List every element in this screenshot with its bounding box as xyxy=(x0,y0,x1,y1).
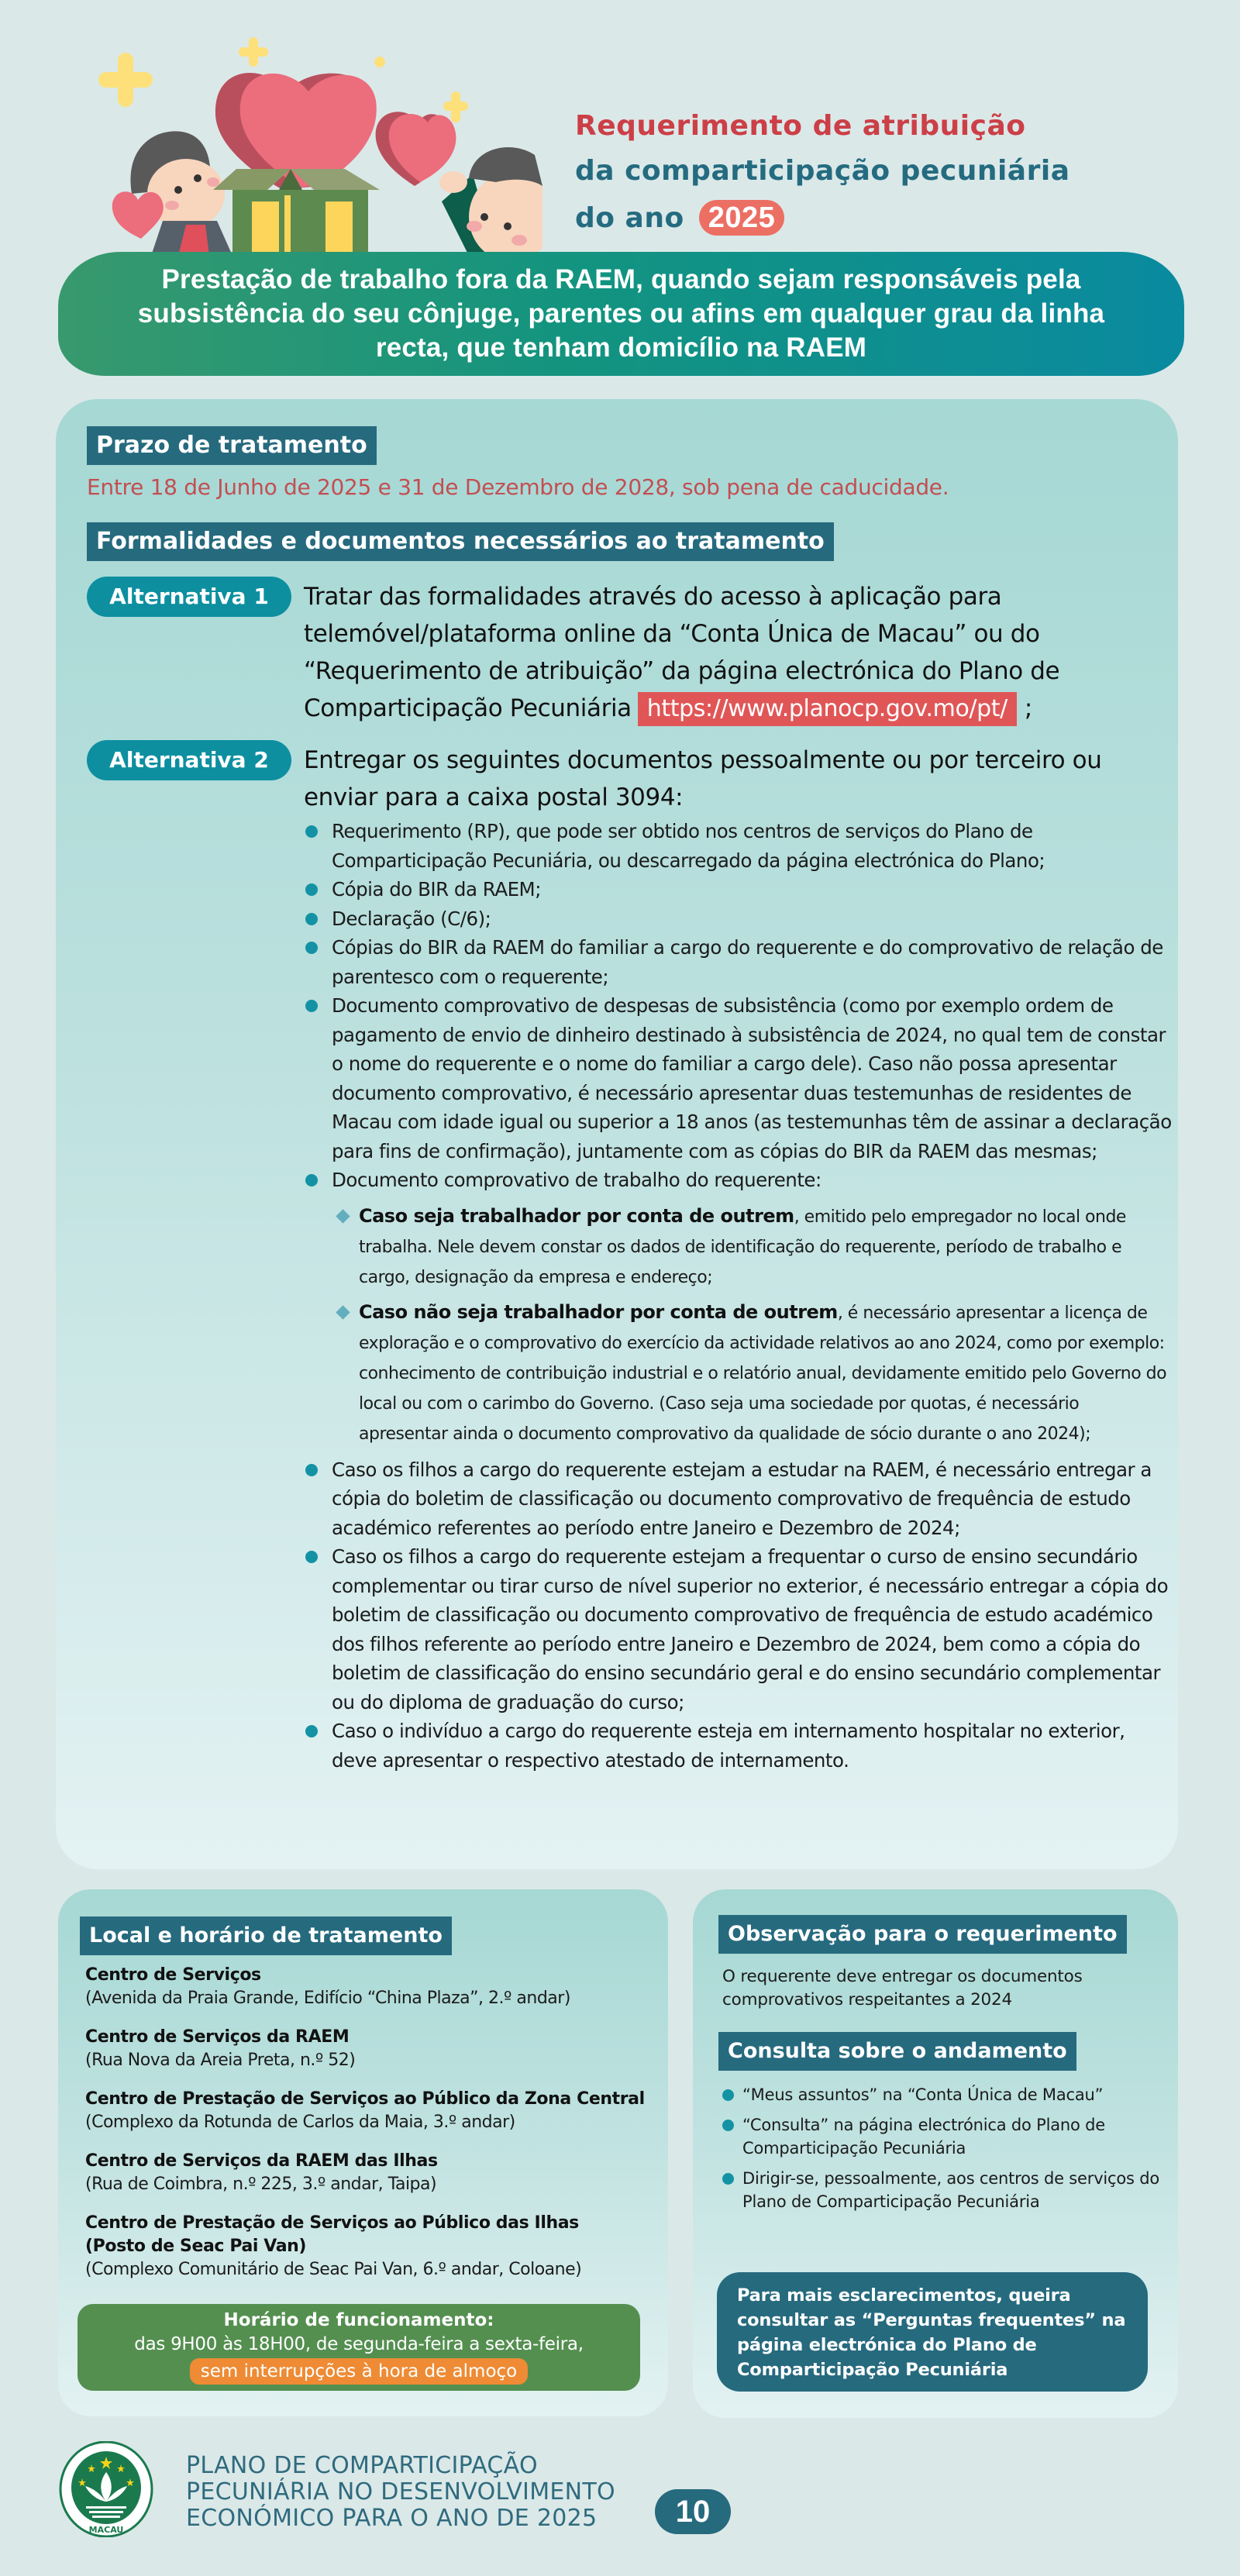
location-name: Centro de Serviços da RAEM xyxy=(85,2027,350,2047)
observation-heading: Observação para o requerimento xyxy=(718,1915,1127,1954)
document-item xyxy=(304,904,1172,934)
faq-box xyxy=(717,2272,1148,2392)
bullet-dot-icon xyxy=(722,2089,734,2101)
bullet-dot-icon xyxy=(305,1000,318,1012)
sparkle-dot-icon xyxy=(374,57,385,67)
website-link[interactable]: https://www.planocp.gov.mo/pt/ xyxy=(638,692,1017,726)
location-address: (Rua Nova da Areia Preta, n.º 52) xyxy=(85,2051,356,2070)
alternative-1-description: Tratar das formalidades através do acesso à aplicação para telemóvel/plataforma online da “Conta Única de Macau” ou do “Requerimento de atribuição” da página electrónica do Plano de Comparticipação Pecuniária xyxy=(304,583,1060,722)
opening-hours-title: Horário de funcionamento: xyxy=(223,2310,494,2330)
opening-hours-box xyxy=(78,2304,640,2391)
location-item xyxy=(85,2212,659,2282)
bullet-dot-icon xyxy=(305,1551,318,1563)
alternative-1-suffix: ; xyxy=(1024,694,1032,722)
sparkle-icon xyxy=(98,53,153,107)
title-line-2: da comparticipação pecuniária xyxy=(575,155,1070,187)
progress-item xyxy=(722,2167,1164,2213)
work-proof-item-bold: Caso seja trabalhador por conta de outrem xyxy=(359,1204,794,1227)
location-item xyxy=(85,1964,659,2010)
work-proof-item xyxy=(332,1201,1172,1293)
document-item xyxy=(304,1542,1172,1717)
deadline-heading: Prazo de tratamento xyxy=(87,426,377,465)
gift-box-icon xyxy=(213,169,380,256)
document-item xyxy=(304,1455,1172,1543)
progress-item xyxy=(722,2083,1164,2106)
document-item xyxy=(304,991,1172,1166)
progress-heading: Consulta sobre o andamento xyxy=(718,2032,1076,2071)
work-proof-sublist xyxy=(332,1201,1172,1449)
deadline-text: Entre 18 de Junho de 2025 e 31 de Dezembro de 2028, sob pena de caducidade. xyxy=(87,474,949,500)
location-name: Centro de Serviços xyxy=(85,1965,261,1985)
alternative-2-pill: Alternativa 2 xyxy=(87,740,291,780)
document-item xyxy=(304,1717,1172,1775)
bullet-dot-icon xyxy=(305,913,318,925)
progress-item-text: Dirigir-se, pessoalmente, aos centros de serviços do Plano de Comparticipação Pecuniária xyxy=(742,2169,1160,2211)
title-line-3-text: do ano xyxy=(575,202,684,234)
work-proof-item-bold: Caso não seja trabalhador por conta de outrem xyxy=(359,1300,838,1323)
title-line-1: Requerimento de atribuição xyxy=(575,110,1026,142)
opening-hours-note: sem interrupções à hora de almoço xyxy=(190,2358,529,2385)
document-item-text: Declaração (C/6); xyxy=(332,907,491,930)
year-badge: 2025 xyxy=(699,200,785,236)
small-heart-icon xyxy=(112,191,164,239)
location-address: (Avenida da Praia Grande, Edifício “China Plaza”, 2.º andar) xyxy=(85,1989,570,2008)
document-item xyxy=(304,933,1172,991)
sparkle-icon xyxy=(239,37,268,67)
footer-text xyxy=(186,2453,615,2532)
progress-item-text: “Meus assuntos” na “Conta Única de Macau” xyxy=(742,2085,1104,2104)
location-name: Centro de Serviços da RAEM das Ilhas xyxy=(85,2151,438,2171)
footer-line-2: PECUNIÁRIA NO DESENVOLVIMENTO xyxy=(186,2478,615,2505)
subtitle-text: Prestação de trabalho fora da RAEM, quando sejam responsáveis pela subsistência do seu cônjuge, parentes ou afins em qualquer grau da linha recta, que tenham domicílio na RAEM xyxy=(137,264,1105,363)
work-proof-item-text: , é necessário apresentar a licença de exploração e o comprovativo do exercício da actividade relativos ao ano 2024, como por exemplo: conhecimento de contribuição industrial e o relatório anual, devidamente emitido pelo Governo do local ou com o carimbo do Governo. (Caso seja uma sociedade por quotas, é necessário apresentar ainda o documento comprovativo da qualidade de sócio durante o ano 2024); xyxy=(359,1303,1167,1444)
emblem-text: MACAU xyxy=(88,2525,124,2535)
location-item xyxy=(85,2026,659,2072)
document-item xyxy=(304,1166,1172,1449)
location-item xyxy=(85,2088,659,2134)
bullet-dot-icon xyxy=(305,1174,318,1186)
alternative-1-pill: Alternativa 1 xyxy=(87,577,291,617)
bullet-dot-icon xyxy=(305,883,318,896)
document-item-text: Cópias do BIR da RAEM do familiar a cargo do requerente e do comprovativo de relação de parentesco com o requerente; xyxy=(332,936,1163,988)
formalities-heading: Formalidades e documentos necessários ao tratamento xyxy=(87,522,834,561)
location-item xyxy=(85,2150,659,2196)
opening-hours-text: das 9H00 às 18H00, de segunda-feira a sexta-feira, xyxy=(134,2334,584,2354)
faq-text: Para mais esclarecimentos, queira consultar as “Perguntas frequentes” na página electrónica do Plano de Comparticipação Pecuniária xyxy=(737,2285,1126,2380)
location-address: (Rua de Coimbra, n.º 225, 3.º andar, Taipa) xyxy=(85,2175,437,2194)
document-item-text: Caso os filhos a cargo do requerente estejam a estudar na RAEM, é necessário entregar a cópia do boletim de classificação ou documento comprovativo de frequência de estudo académico referentes ao período entre Janeiro e Dezembro de 2024; xyxy=(332,1458,1152,1539)
page-number-badge: 10 xyxy=(655,2489,731,2534)
progress-list xyxy=(722,2083,1164,2220)
observation-text: O requerente deve entregar os documentos comprovativos respeitantes a 2024 xyxy=(722,1967,1083,2009)
document-item xyxy=(304,817,1172,875)
title-line-3 xyxy=(575,200,784,236)
footer-line-1: PLANO DE COMPARTICIPAÇÃO xyxy=(186,2452,538,2479)
boy-figure xyxy=(439,147,542,256)
alternative-2-text: Entregar os seguintes documentos pessoalmente ou por terceiro ou enviar para a caixa postal 3094: xyxy=(304,746,1102,811)
footer-line-3: ECONÓMICO PARA O ANO DE 2025 xyxy=(186,2505,598,2532)
document-item-text: Cópia do BIR da RAEM; xyxy=(332,878,541,901)
location-address: (Complexo da Rotunda de Carlos da Maia, 3.º andar) xyxy=(85,2113,515,2132)
subtitle-banner xyxy=(58,252,1184,376)
progress-item xyxy=(722,2113,1164,2160)
document-item-text: Caso o indivíduo a cargo do requerente esteja em internamento hospitalar no exterior, deve apresentar o respectivo atestado de internamento. xyxy=(332,1720,1125,1772)
header-illustration xyxy=(78,23,542,256)
macau-emblem-logo xyxy=(59,2441,153,2537)
bullet-dot-icon xyxy=(305,825,318,838)
alternative-1-text xyxy=(304,578,1164,727)
document-item xyxy=(304,875,1172,904)
location-address: (Complexo Comunitário de Seac Pai Van, 6.º andar, Coloane) xyxy=(85,2260,582,2279)
work-proof-item xyxy=(332,1297,1172,1449)
document-item-text: Caso os filhos a cargo do requerente estejam a frequentar o curso de ensino secundário complementar ou tirar curso de nível superior no exterior, é necessário entregar a cópia do boletim de classificação ou documento comprovativo de frequência de estudo académico dos filhos referente ao período entre Janeiro e Dezembro de 2024, bem como a cópia do boletim de classificação do ensino secundário geral e do ensino secundário complementar ou do diploma de graduação do curso; xyxy=(332,1545,1169,1713)
bullet-dot-icon xyxy=(305,1725,318,1737)
bullet-dot-icon xyxy=(722,2120,734,2131)
document-item-text: Requerimento (RP), que pode ser obtido nos centros de serviços do Plano de Comparticipação Pecuniária, ou descarregado da página electrónica do Plano; xyxy=(332,820,1045,872)
location-name-extra: (Posto de Seac Pai Van) xyxy=(85,2237,307,2256)
progress-item-text: “Consulta” na página electrónica do Plano de Comparticipação Pecuniária xyxy=(742,2116,1105,2158)
diamond-bullet-icon xyxy=(336,1305,350,1319)
location-name: Centro de Prestação de Serviços ao Público da Zona Central xyxy=(85,2089,645,2109)
document-item-text: Documento comprovativo de trabalho do requerente: xyxy=(332,1169,822,1191)
locations-heading: Local e horário de tratamento xyxy=(80,1917,452,1955)
bullet-dot-icon xyxy=(305,942,318,954)
documents-list xyxy=(304,817,1172,1775)
work-proof-item-text: , emitido pelo empregador no local onde trabalha. Nele devem constar os dados de identificação do requerente, período de trabalho e cargo, designação da empresa e endereço; xyxy=(359,1207,1126,1287)
diamond-bullet-icon xyxy=(336,1209,350,1223)
bullet-dot-icon xyxy=(722,2173,734,2185)
bullet-dot-icon xyxy=(305,1464,318,1476)
location-name: Centro de Prestação de Serviços ao Público das Ilhas xyxy=(85,2213,579,2233)
document-item-text: Documento comprovativo de despesas de subsistência (como por exemplo ordem de pagamento de envio de dinheiro destinado à subsistência de 2024, no qual tem de constar o nome do requerente e o nome do familiar a cargo dele). Caso não possa apresentar documento comprovativo, é necessário apresentar duas testemunhas de residentes de Macau com idade igual ou superior a 18 anos (as testemunhas têm de assinar a declaração para fins de confirmação), juntamente com as cópias do BIR da RAEM das mesmas; xyxy=(332,994,1172,1162)
